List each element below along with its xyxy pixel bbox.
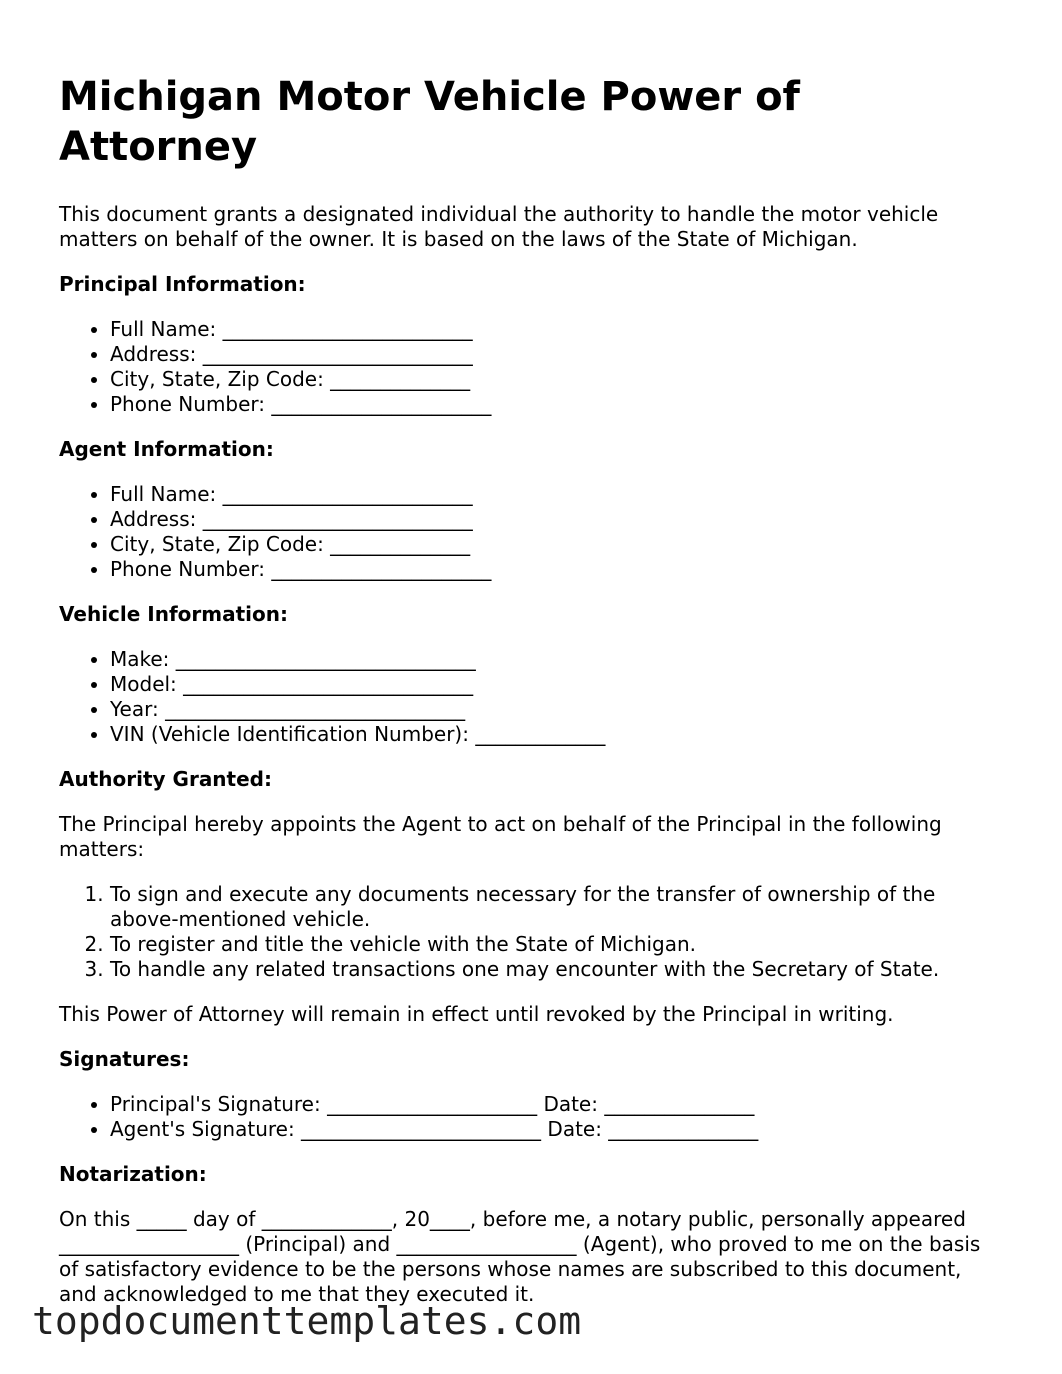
signatures-list bbox=[59, 1092, 999, 1142]
effect-paragraph: This Power of Attorney will remain in effect until revoked by the Principal in writing. bbox=[59, 1002, 894, 1026]
principal-city-state-zip: • City, State, Zip Code: ______________ bbox=[110, 367, 999, 392]
notarization-paragraph: On this _____ day of _____________, 20____, before me, a notary public, personally appeared __________________ (Principal) and __________________ (Agent), who proved to me on the basis of satisfactory evidence to be the persons whose names are subscribed to this document, and acknowledged to me that they executed it. bbox=[59, 1207, 981, 1306]
vehicle-year: • Year: ______________________________ bbox=[110, 697, 999, 722]
signatures-heading: Signatures: bbox=[59, 1047, 190, 1071]
authority-intro: The Principal hereby appoints the Agent to act on behalf of the Principal in the following matters: bbox=[59, 812, 942, 861]
agent-heading: Agent Information: bbox=[59, 437, 274, 461]
agent-phone: • Phone Number: ______________________ bbox=[110, 557, 999, 582]
authority-heading: Authority Granted: bbox=[59, 767, 272, 791]
principal-phone: • Phone Number: ______________________ bbox=[110, 392, 999, 417]
document-page bbox=[59, 72, 999, 1327]
watermark-text: topdocumenttemplates.com bbox=[32, 1299, 582, 1343]
authority-item: 1. To sign and execute any documents necessary for the transfer of ownership of the above-mentioned vehicle. bbox=[110, 882, 999, 932]
agent-city-state-zip: • City, State, Zip Code: ______________ bbox=[110, 532, 999, 557]
agent-address: • Address: ___________________________ bbox=[110, 507, 999, 532]
vehicle-model: • Model: _____________________________ bbox=[110, 672, 999, 697]
authority-list bbox=[59, 882, 999, 982]
vehicle-vin: • VIN (Vehicle Identification Number): _____________ bbox=[110, 722, 999, 747]
principal-heading: Principal Information: bbox=[59, 272, 306, 296]
notarization-heading: Notarization: bbox=[59, 1162, 207, 1186]
authority-item: 2. To register and title the vehicle with the State of Michigan. bbox=[110, 932, 999, 957]
principal-list bbox=[59, 317, 999, 417]
principal-address: • Address: ___________________________ bbox=[110, 342, 999, 367]
vehicle-make: • Make: ______________________________ bbox=[110, 647, 999, 672]
vehicle-list bbox=[59, 647, 999, 747]
principal-full-name: • Full Name: _________________________ bbox=[110, 317, 999, 342]
intro-paragraph: This document grants a designated individual the authority to handle the motor vehicle matters on behalf of the owner. It is based on the laws of the State of Michigan. bbox=[59, 202, 939, 251]
document-title: Michigan Motor Vehicle Power of Attorney bbox=[59, 74, 800, 170]
authority-item: 3. To handle any related transactions one may encounter with the Secretary of State. bbox=[110, 957, 999, 982]
principal-signature-line: • Principal's Signature: _____________________ Date: _______________ bbox=[110, 1092, 999, 1117]
vehicle-heading: Vehicle Information: bbox=[59, 602, 288, 626]
agent-list bbox=[59, 482, 999, 582]
agent-full-name: • Full Name: _________________________ bbox=[110, 482, 999, 507]
agent-signature-line: • Agent's Signature: ________________________ Date: _______________ bbox=[110, 1117, 999, 1142]
